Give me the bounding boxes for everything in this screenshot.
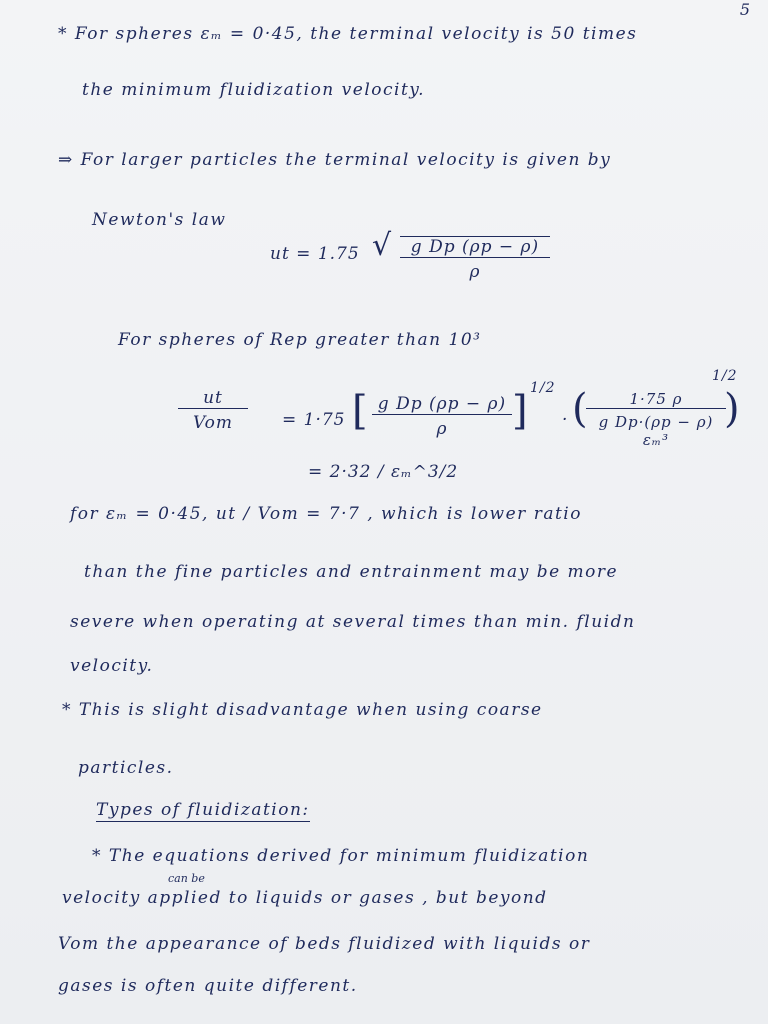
text-line-8: severe when operating at several times than min. fluidn xyxy=(70,612,636,632)
text-line-1: * For spheres εₘ = 0·45, the terminal velocity is 50 times xyxy=(58,24,638,44)
eq1-radicand xyxy=(400,236,550,282)
text-line-16: gases is often quite different. xyxy=(58,976,358,996)
insertion-note: can be xyxy=(168,872,205,885)
text-line-13: * The equations derived for minimum fluidization xyxy=(92,846,590,866)
eq1-radicand-den: ρ xyxy=(469,262,481,282)
text-line-5: For spheres of Rep greater than 10³ xyxy=(118,330,482,350)
text-line-14: velocity applied to liquids or gases , but beyond xyxy=(62,888,548,908)
eq2-paren-open: ( xyxy=(572,386,588,432)
section-heading xyxy=(96,800,768,820)
eq3: = 2·32 / εₘ^3/2 xyxy=(308,462,459,482)
eq2-bracket1 xyxy=(372,394,512,439)
eq2-lhs-den: Vom xyxy=(192,413,234,433)
text-line-10: * This is slight disadvantage when using coarse xyxy=(62,700,543,720)
sqrt-symbol: √ xyxy=(372,228,392,263)
page-number: 5 xyxy=(739,0,750,19)
text-line-15: Vom the appearance of beds fluidized with liquids or xyxy=(58,934,591,954)
eq2-b1-den: ρ xyxy=(436,419,448,439)
eq2-paren-close: ) xyxy=(724,386,740,432)
eq2-bracket2 xyxy=(586,390,726,449)
text-line-2: the minimum fluidization velocity. xyxy=(82,80,426,100)
text-line-6: for εₘ = 0·45, ut / Vom = 7·7 , which is lower ratio xyxy=(70,504,582,524)
eq2-b2-den: g Dp·(ρp − ρ) εₘ³ xyxy=(598,413,714,449)
eq2-coefficient: = 1·75 xyxy=(282,410,346,430)
text-line-4: Newton's law xyxy=(92,210,227,230)
text-line-3: ⇒ For larger particles the terminal velocity is given by xyxy=(58,150,612,170)
eq2-dot: · xyxy=(562,410,569,430)
eq2-bracket-close: ] xyxy=(512,388,528,434)
eq2-b1-num: g Dp (ρp − ρ) xyxy=(372,394,512,415)
eq2-bracket-open: [ xyxy=(352,388,368,434)
eq2-lhs xyxy=(178,388,248,433)
eq1-lhs: ut = 1.75 xyxy=(270,244,360,264)
eq2-lhs-num: ut xyxy=(178,388,248,409)
eq2-b2-num: 1·75 ρ xyxy=(586,390,726,409)
eq2-exponent-2: 1/2 xyxy=(712,368,738,384)
text-line-9: velocity. xyxy=(70,656,154,676)
eq1-radicand-num: g Dp (ρp − ρ) xyxy=(400,237,550,258)
section-heading-text: Types of fluidization: xyxy=(96,800,310,820)
text-line-11: particles. xyxy=(78,758,174,778)
eq2-exponent-1: 1/2 xyxy=(530,380,556,396)
text-line-7: than the fine particles and entrainment may be more xyxy=(84,562,619,582)
